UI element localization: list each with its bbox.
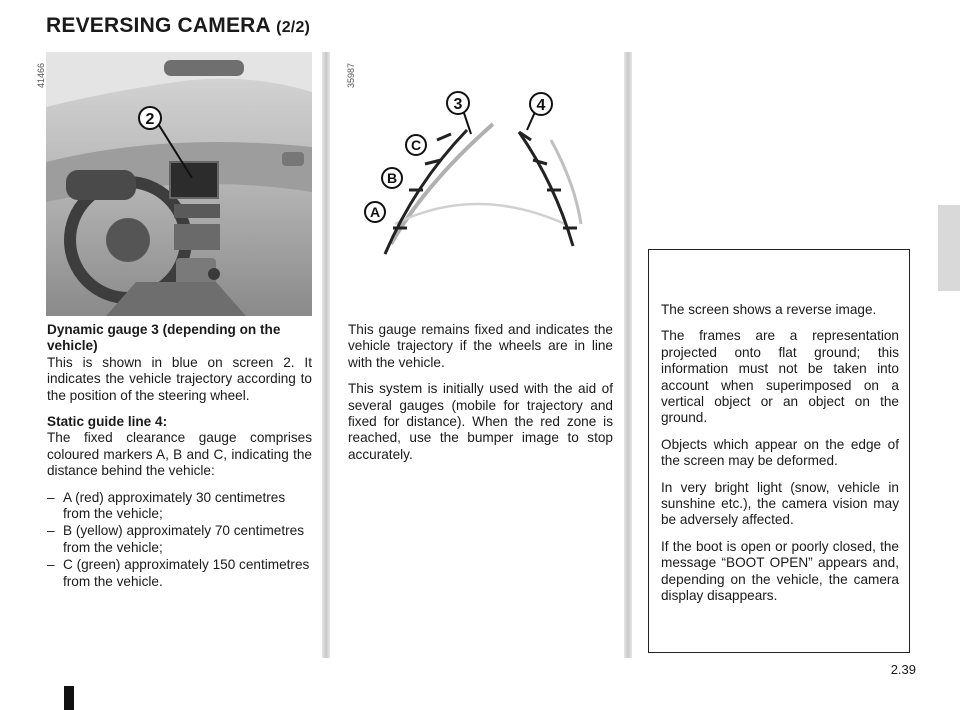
diagram-reference: 35987 — [346, 62, 356, 88]
column-left — [47, 322, 312, 591]
dashboard-photo — [46, 52, 312, 316]
marker-list — [47, 490, 312, 590]
column-middle — [348, 322, 613, 473]
note-box-text — [661, 302, 899, 615]
column-divider-right — [624, 52, 632, 658]
callout-3: 3 — [453, 96, 463, 113]
list-item: – A (red) approximately 30 centimetres from the vehicle; — [47, 489, 286, 522]
photo-reference: 41466 — [36, 62, 46, 88]
dynamic-gauge-right — [551, 140, 581, 224]
system-text: This system is initially used with the aid of several gauges (mobile for trajectory and fixed for distance). When the red zone is reached, use the bumper image to stop accurately. — [348, 381, 613, 462]
chapter-tab — [938, 205, 960, 291]
static-guide-heading: Static guide line 4: — [47, 414, 168, 430]
note-paragraph: The frames are a representation projected onto flat ground; this information must not be taken into account when superimposed on a vertical object or an object on the ground. — [661, 328, 899, 426]
dynamic-gauge-text: This is shown in blue on screen 2. It indicates the vehicle trajectory according to the position of the steering wheel. — [47, 354, 312, 403]
photo-callout-2: 2 — [145, 111, 155, 128]
gauge-fixed-text: This gauge remains fixed and indicates the vehicle trajectory if the wheels are in line with the vehicle. — [348, 322, 613, 370]
callout-4: 4 — [536, 97, 546, 114]
marker-top-left — [437, 134, 451, 140]
note-paragraph: The screen shows a reverse image. — [661, 302, 877, 317]
page-number: 2.39 — [890, 662, 916, 677]
page-title-part: (2/2) — [276, 19, 311, 36]
print-mark — [64, 686, 74, 710]
dynamic-gauge-heading: Dynamic gauge 3 (depending on the vehicle) — [47, 322, 281, 354]
label-c: C — [410, 137, 422, 153]
static-guide-text: The fixed clearance gauge comprises coloured markers A, B and C, indicating the distance behind the vehicle: — [47, 430, 312, 479]
label-b: B — [386, 170, 398, 186]
leader-4 — [527, 112, 535, 130]
note-paragraph: Objects which appear on the edge of the screen may be deformed. — [661, 436, 899, 469]
guide-lines-diagram — [355, 74, 615, 270]
marker-c-right — [533, 160, 547, 164]
distance-arc — [395, 204, 565, 224]
note-paragraph: In very bright light (snow, vehicle in sunshine etc.), the camera vision may be adversely affected. — [661, 479, 899, 528]
list-item: – C (green) approximately 150 centimetres from the vehicle. — [47, 557, 310, 589]
page-title-text: REVERSING CAMERA — [46, 14, 271, 37]
label-a: A — [369, 204, 381, 220]
list-item: – B (yellow) approximately 70 centimetres from the vehicle; — [47, 523, 305, 555]
note-paragraph: If the boot is open or poorly closed, the message “BOOT OPEN” appears and, depending on the vehicle, the camera display disappears. — [661, 538, 899, 604]
column-divider-left — [322, 52, 330, 658]
page-title — [46, 14, 310, 38]
